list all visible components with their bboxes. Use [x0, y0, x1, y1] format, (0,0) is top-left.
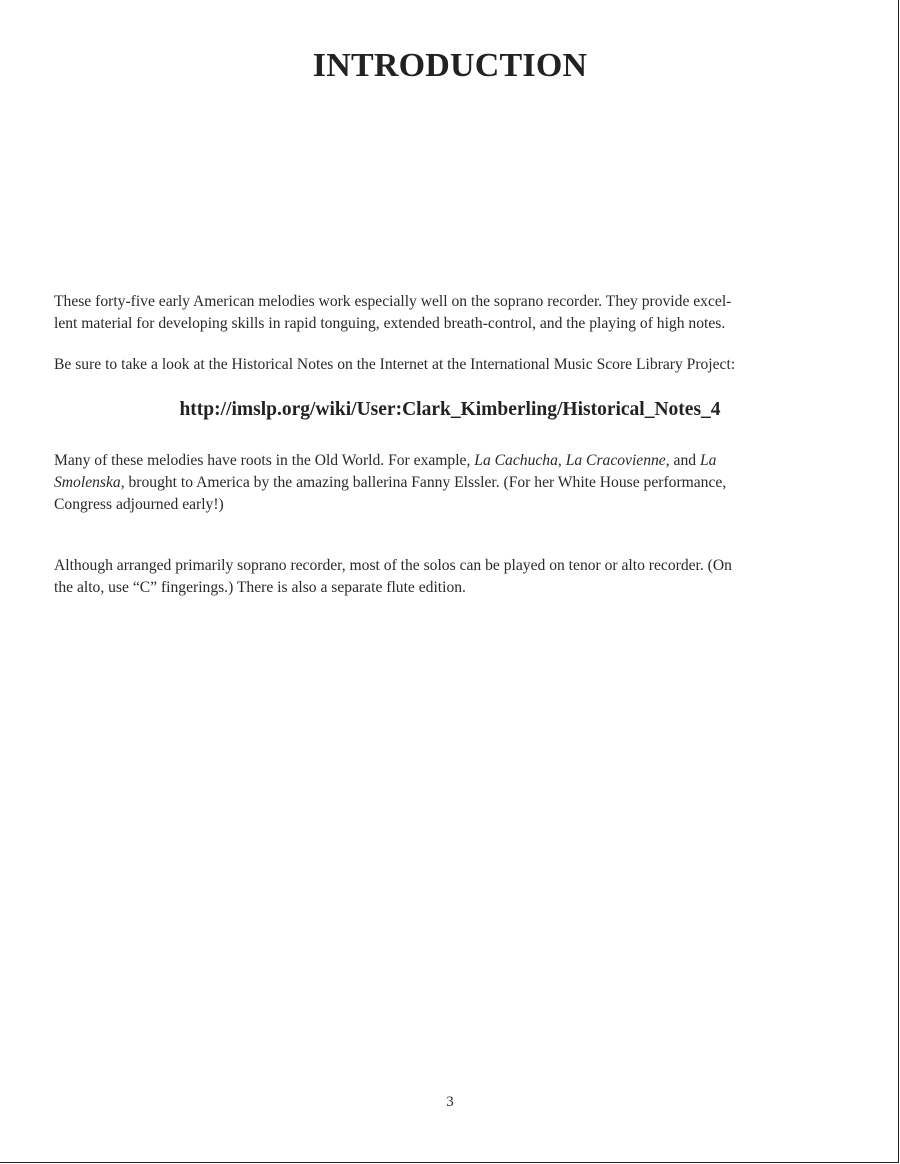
intro-paragraph-4-line-1: Although arranged primarily soprano recorder, most of the solos can be played on tenor or alto recorder. (On: [54, 557, 732, 574]
p3-text-4: , brought to America by the amazing ballerina Fanny Elssler. (For her White House performance,: [120, 474, 727, 491]
intro-paragraph-1-line-1: These forty-five early American melodies work especially well on the soprano recorder. They provide excel-: [54, 293, 732, 310]
p3-text-1: Many of these melodies have roots in the Old World. For example,: [54, 452, 475, 469]
intro-paragraph-1: [54, 291, 844, 335]
p3-title-la-cracovienne: La Cracovienne: [565, 452, 666, 469]
p3-title-la: La: [699, 452, 717, 469]
page-number: 3: [446, 1094, 454, 1110]
p3-line-3: Congress adjourned early!): [54, 496, 224, 513]
page-title: INTRODUCTION: [312, 47, 588, 84]
intro-paragraph-3: [54, 450, 844, 516]
historical-notes-link[interactable]: http://imslp.org/wiki/User:Clark_Kimberling/Historical_Notes_4: [179, 399, 721, 420]
p3-title-smolenska: Smolenska: [54, 474, 121, 491]
intro-paragraph-4: [54, 555, 844, 599]
p3-title-la-cachucha: La Cachucha: [474, 452, 558, 469]
p3-text-2: ,: [557, 452, 566, 469]
intro-paragraph-4-line-2: the alto, use “C” fingerings.) There is also a separate flute edition.: [54, 579, 466, 596]
intro-paragraph-2: Be sure to take a look at the Historical Notes on the Internet at the International Music Score Library Project:: [54, 356, 736, 373]
p3-text-3: , and: [665, 452, 700, 469]
intro-paragraph-1-line-2: lent material for developing skills in rapid tonguing, extended breath-control, and the playing of high notes.: [54, 315, 726, 332]
